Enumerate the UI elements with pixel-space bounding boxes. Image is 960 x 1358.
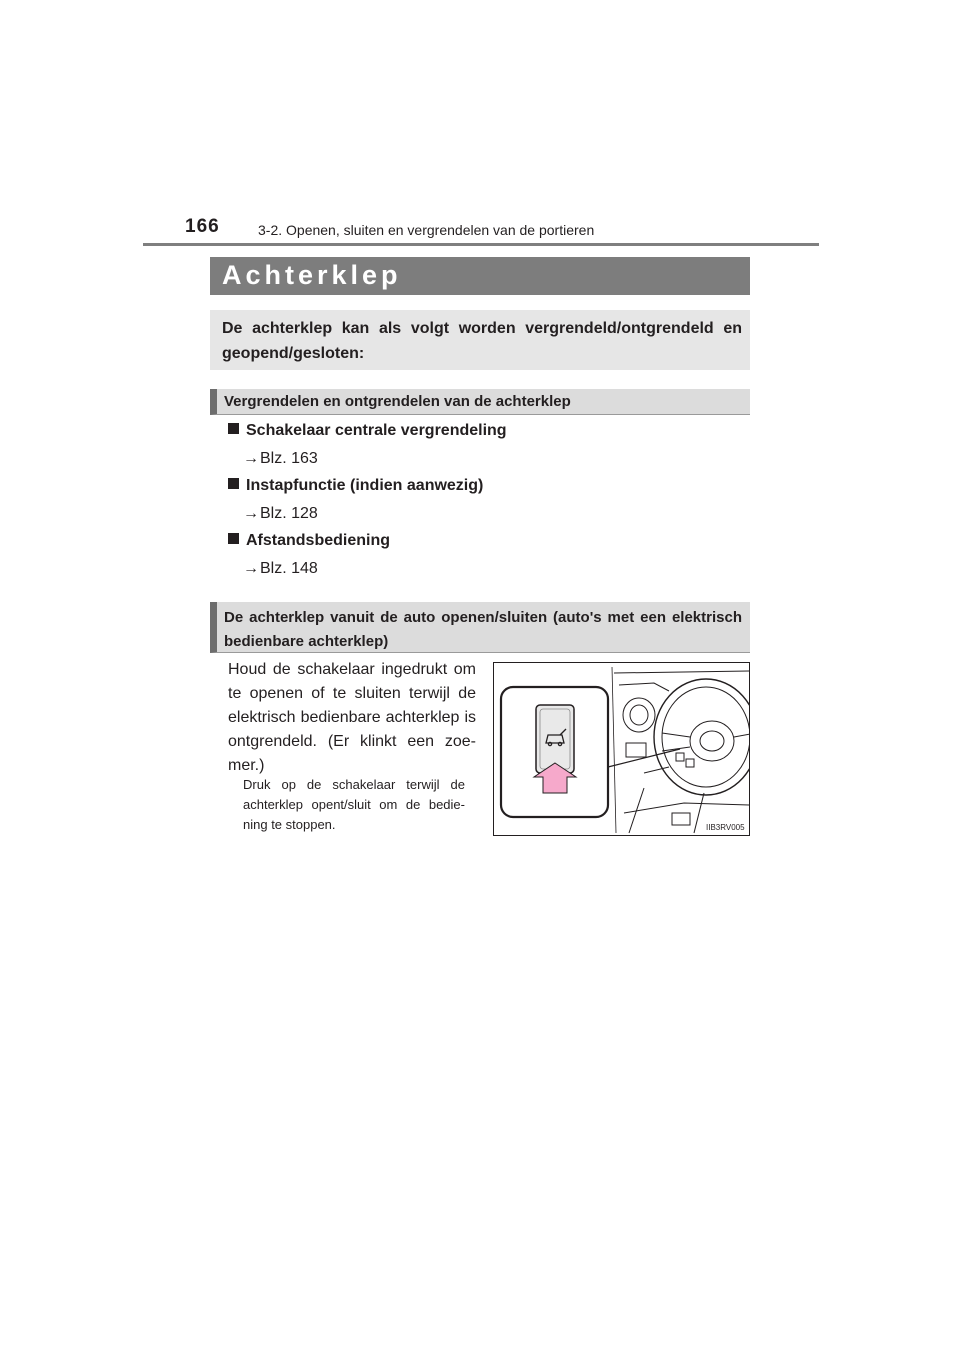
page-reference: →Blz. 128 bbox=[243, 505, 318, 522]
square-bullet-icon bbox=[228, 478, 239, 489]
section-title: Achterklep bbox=[222, 260, 402, 290]
arrow-right-icon: → bbox=[243, 560, 259, 577]
arrow-right-icon: → bbox=[243, 450, 259, 467]
header-rule bbox=[143, 243, 819, 246]
chapter-title: 3-2. Openen, sluiten en vergrendelen van de portieren bbox=[258, 222, 595, 238]
body-text: Houd de schakelaar ingedrukt om te openen of te sluiten terwijl de elektrisch bedienbare achterklep is ontgrendeld. (Er klinkt een zoe-mer.) bbox=[228, 661, 476, 774]
subsection-heading: Vergrendelen en ontgrendelen van de achterklep bbox=[224, 393, 571, 410]
list-item-heading: Afstandsbediening bbox=[228, 532, 390, 550]
note-text: Druk op de schakelaar terwijl de achterklep opent/sluit om de bedie-ning te stoppen. bbox=[243, 777, 465, 832]
page-reference: →Blz. 148 bbox=[243, 560, 318, 577]
list-item-heading: Schakelaar centrale vergrendeling bbox=[228, 422, 507, 440]
illustration-code: IIB3RV005 bbox=[706, 823, 745, 832]
page-number: 166 bbox=[185, 216, 220, 237]
square-bullet-icon bbox=[228, 423, 239, 434]
subsection-heading: De achterklep vanuit de auto openen/sluiten (auto's met een elektrisch bedienbare achterklep) bbox=[224, 609, 742, 650]
square-bullet-icon bbox=[228, 533, 239, 544]
dashboard-illustration bbox=[493, 662, 750, 836]
dashboard-drawing bbox=[494, 663, 749, 835]
intro-text: De achterklep kan als volgt worden vergrendeld/ontgrendeld en geopend/gesloten: bbox=[222, 320, 742, 362]
page-reference: →Blz. 163 bbox=[243, 450, 318, 467]
list-item-heading: Instapfunctie (indien aanwezig) bbox=[228, 477, 483, 495]
arrow-right-icon: → bbox=[243, 505, 259, 522]
